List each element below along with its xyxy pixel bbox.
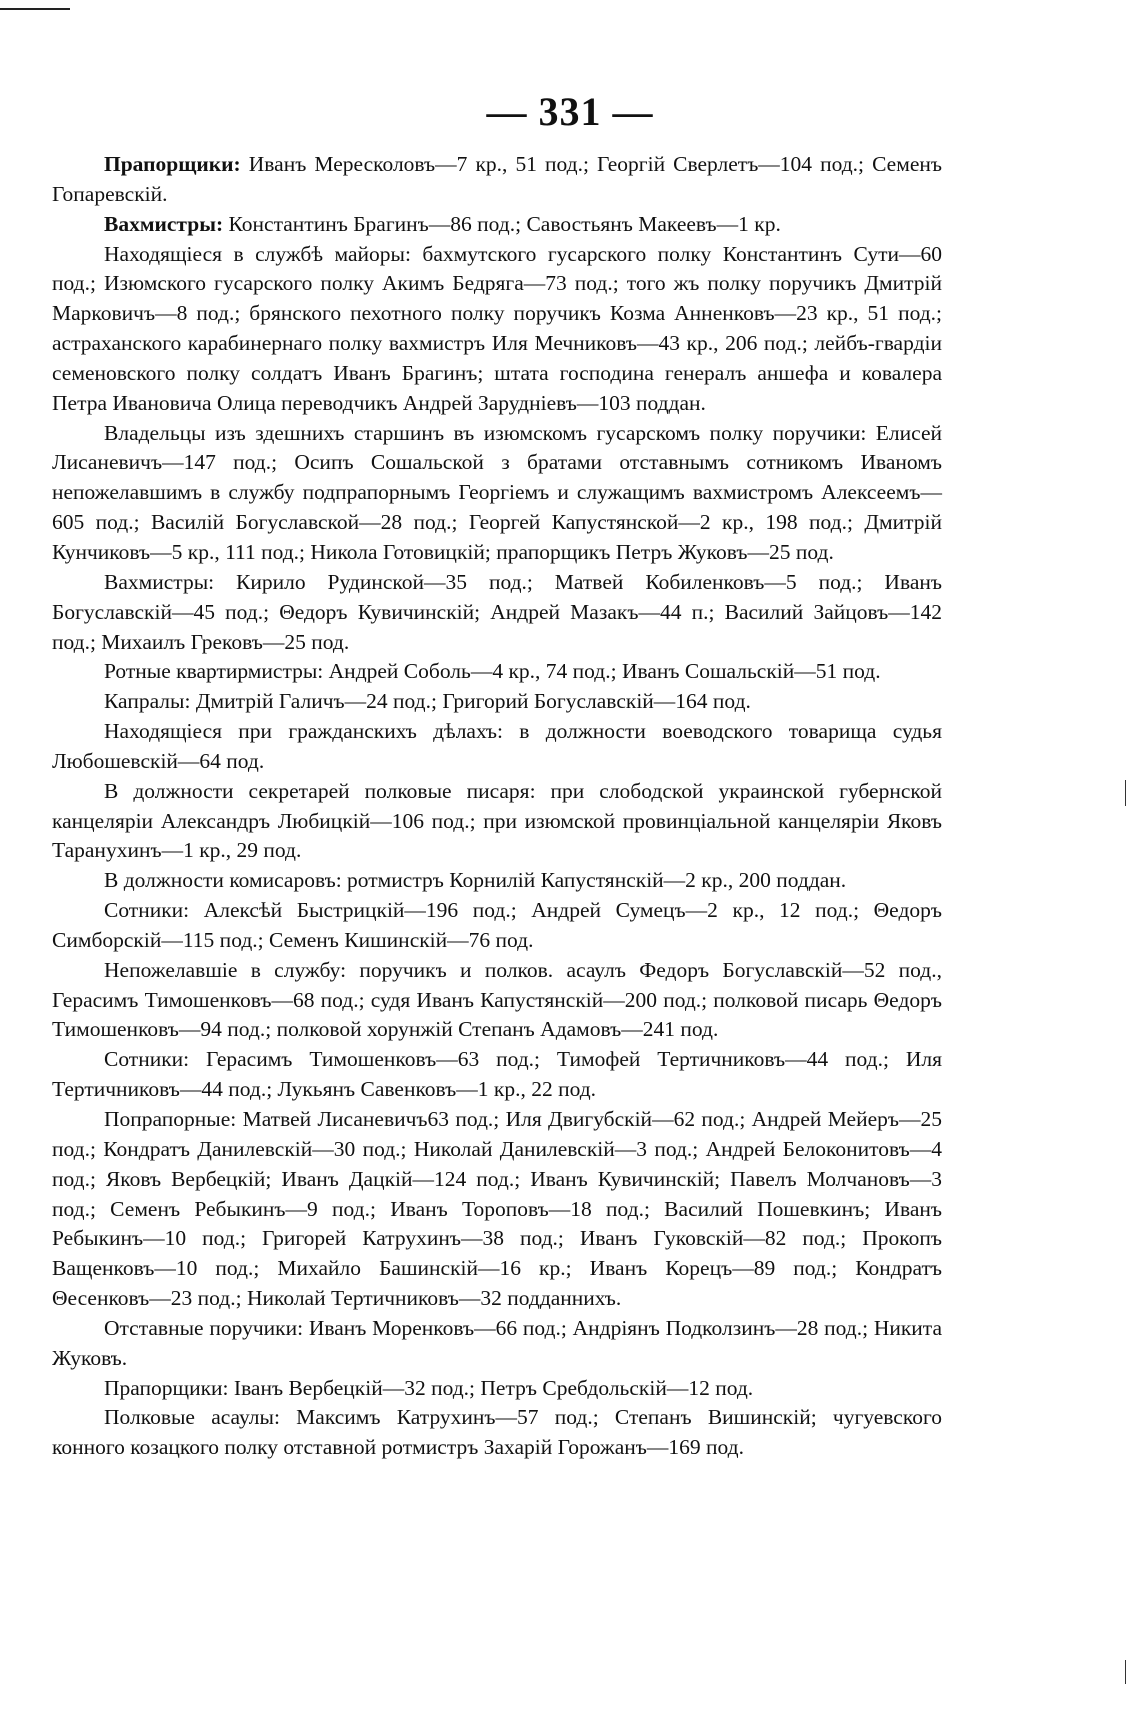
paragraph (52, 866, 942, 896)
paragraph-text: Непожелавшiе в службу: поручикъ и полков. асаулъ Федоръ Богуславскiй—52 под., Герасимъ Тимошенковъ—68 под.; судя Иванъ Капустянскiй—200 под.; полковой писарь Θедоръ Тимошенковъ—94 под.; полковой хорунжiй Степанъ Адамовъ—241 под. (52, 957, 942, 1042)
paragraph (52, 687, 942, 717)
corner-rule (0, 8, 70, 10)
paragraph-text: Иванъ Мересколовъ—7 кр., 51 под.; Георгiй Сверлетъ—104 под.; Семенъ Гопаревскiй. (52, 152, 942, 206)
paragraph-text: В должности секретарей полковые писаря: при слободской украинской губернской канцелярiи Александръ Любицкiй—106 под.; при изюмской провинцiальной канцелярiи Яковъ Таранухинъ—1 кр., 29 под. (52, 778, 942, 863)
paragraph (52, 210, 942, 240)
paragraph-text: Сотники: Герасимъ Тимошенковъ—63 под.; Тимофей Тертичниковъ—44 под.; Иля Тертичниковъ—44 под.; Лукьянъ Савенковъ—1 кр., 22 под. (52, 1047, 942, 1102)
paragraph (52, 1105, 942, 1314)
paragraph (52, 657, 942, 687)
paragraph-text: Ротные квартирмистры: Андрей Соболь—4 кр., 74 под.; Иванъ Сошальскiй—51 под. (104, 659, 881, 684)
paragraph (52, 568, 942, 658)
paragraph-text: Прапорщики: Iванъ Вербецкiй—32 под.; Петръ Сребдольскiй—12 под. (104, 1375, 754, 1400)
paragraph-heading: Вахмистры: (104, 211, 224, 236)
margin-mark (1125, 780, 1126, 806)
page-number: — 331 — (486, 89, 654, 134)
paragraph-text: Находящiеся при гражданскихъ дѣлахъ: в должности воеводского товарища судья Любошевскiй—64 под. (52, 719, 942, 773)
paragraph-text: Вахмистры: Кирило Рудинской—35 под.; Матвей Кобиленковъ—5 под.; Иванъ Богуславскiй—45 под.; Θедоръ Кувичинскiй; Андрей Мазакъ—44 п.; Василий Зайцовъ—142 под.; Михаилъ Грековъ—25 под. (52, 569, 942, 654)
paragraph-text: Отставные поручики: Иванъ Моренковъ—66 под.; Андрiянъ Подколзинъ—28 под.; Никита Жуковъ. (52, 1315, 942, 1370)
paragraph (52, 777, 942, 867)
paragraph (52, 956, 942, 1046)
paragraph (52, 896, 942, 956)
paragraph-text: Сотники: Алексѣй Быстрицкiй—196 под.; Андрей Сумецъ—2 кр., 12 под.; Θедоръ Симборскiй—115 под.; Семенъ Кишинскiй—76 под. (52, 898, 942, 952)
paragraph (52, 419, 942, 568)
paragraph-text: Полковые асаулы: Максимъ Катрухинъ—57 под.; Степанъ Вишинскiй; чугуевского конного козацкого полку отставной ротмистръ Захарiй Горожанъ—169 под. (52, 1405, 942, 1460)
paragraph-text: Капралы: Дмитрiй Галичъ—24 под.; Григорий Богуславскiй—164 под. (104, 689, 751, 714)
document-body (52, 150, 942, 1463)
paragraph (52, 717, 942, 777)
paragraph (52, 1045, 942, 1105)
paragraph (52, 1403, 942, 1463)
margin-mark (1125, 1660, 1126, 1684)
paragraph-text: Находящiеся в службѣ майоры: бахмутского гусарского полку Константинъ Сути—60 под.; Изюмского гусарского полку Акимъ Бедряга—73 под.; того жъ полку поручикъ Дмитрiй Марковичъ—8 под.; брянского пехотного полку поручикъ Козма Анненковъ—23 кр., 51 под.; астраханского карабинернаго полку вахмистръ Иля Мечниковъ—43 кр., 206 под.; лейбъ-гвардiи семеновского полку солдатъ Иванъ Брагинъ; штата господина генералъ аншефа и ковалера Петра Ивановича Олица переводчикъ Андрей Заруднiевъ—103 поддан. (52, 241, 942, 415)
paragraph-heading: Прапорщики: (104, 152, 241, 176)
paragraph (52, 1314, 942, 1374)
paragraph (52, 240, 942, 419)
paragraph (52, 150, 942, 210)
paragraph-text: Попрапорные: Матвей Лисаневичъ63 под.; Иля Двигубскiй—62 под.; Андрей Мейеръ—25 под.; Кондратъ Данилевскiй—30 под.; Николай Данилевскiй—3 под.; Андрей Белоконитовъ—4 под.; Яковъ Вербецкiй; Иванъ Дацкiй—124 под.; Иванъ Кувичинскiй; Павелъ Молчановъ—3 под.; Семенъ Ребыкинъ—9 под.; Иванъ Тороповъ—18 под.; Василий Пошевкинъ; Иванъ Ребыкинъ—10 под.; Григорей Катрухинъ—38 под.; Иванъ Гуковскiй—82 под.; Прокопъ Ващенковъ—10 под.; Михайло Башинскiй—16 кр.; Иванъ Корецъ—89 под.; Кондратъ Θесенковъ—23 под.; Николай Тертичниковъ—32 подданнихъ. (52, 1107, 942, 1311)
paragraph-text: Владельцы изъ здешнихъ старшинъ въ изюмскомъ гусарскомъ полку поручики: Елисей Лисаневичъ—147 под.; Осипъ Сошальской з братами отставнымъ сотникомъ Иваномъ непожелавшимъ в службу подпрапорнымъ Георгiемъ и служащимъ вахмистромъ Алексеемъ—605 под.; Василiй Богуславской—28 под.; Георгей Капустянской—2 кр., 198 под.; Дмитрiй Кунчиковъ—5 кр., 111 под.; Никола Готовицкiй; прапорщикъ Петръ Жуковъ—25 под. (52, 420, 942, 564)
paragraph-text: Константинъ Брагинъ—86 под.; Савостьянъ Макеевъ—1 кр. (223, 211, 781, 236)
paragraph (52, 1374, 942, 1404)
paragraph-text: В должности комисаровъ: ротмистръ Корнилiй Капустянскiй—2 кр., 200 поддан. (104, 868, 847, 893)
